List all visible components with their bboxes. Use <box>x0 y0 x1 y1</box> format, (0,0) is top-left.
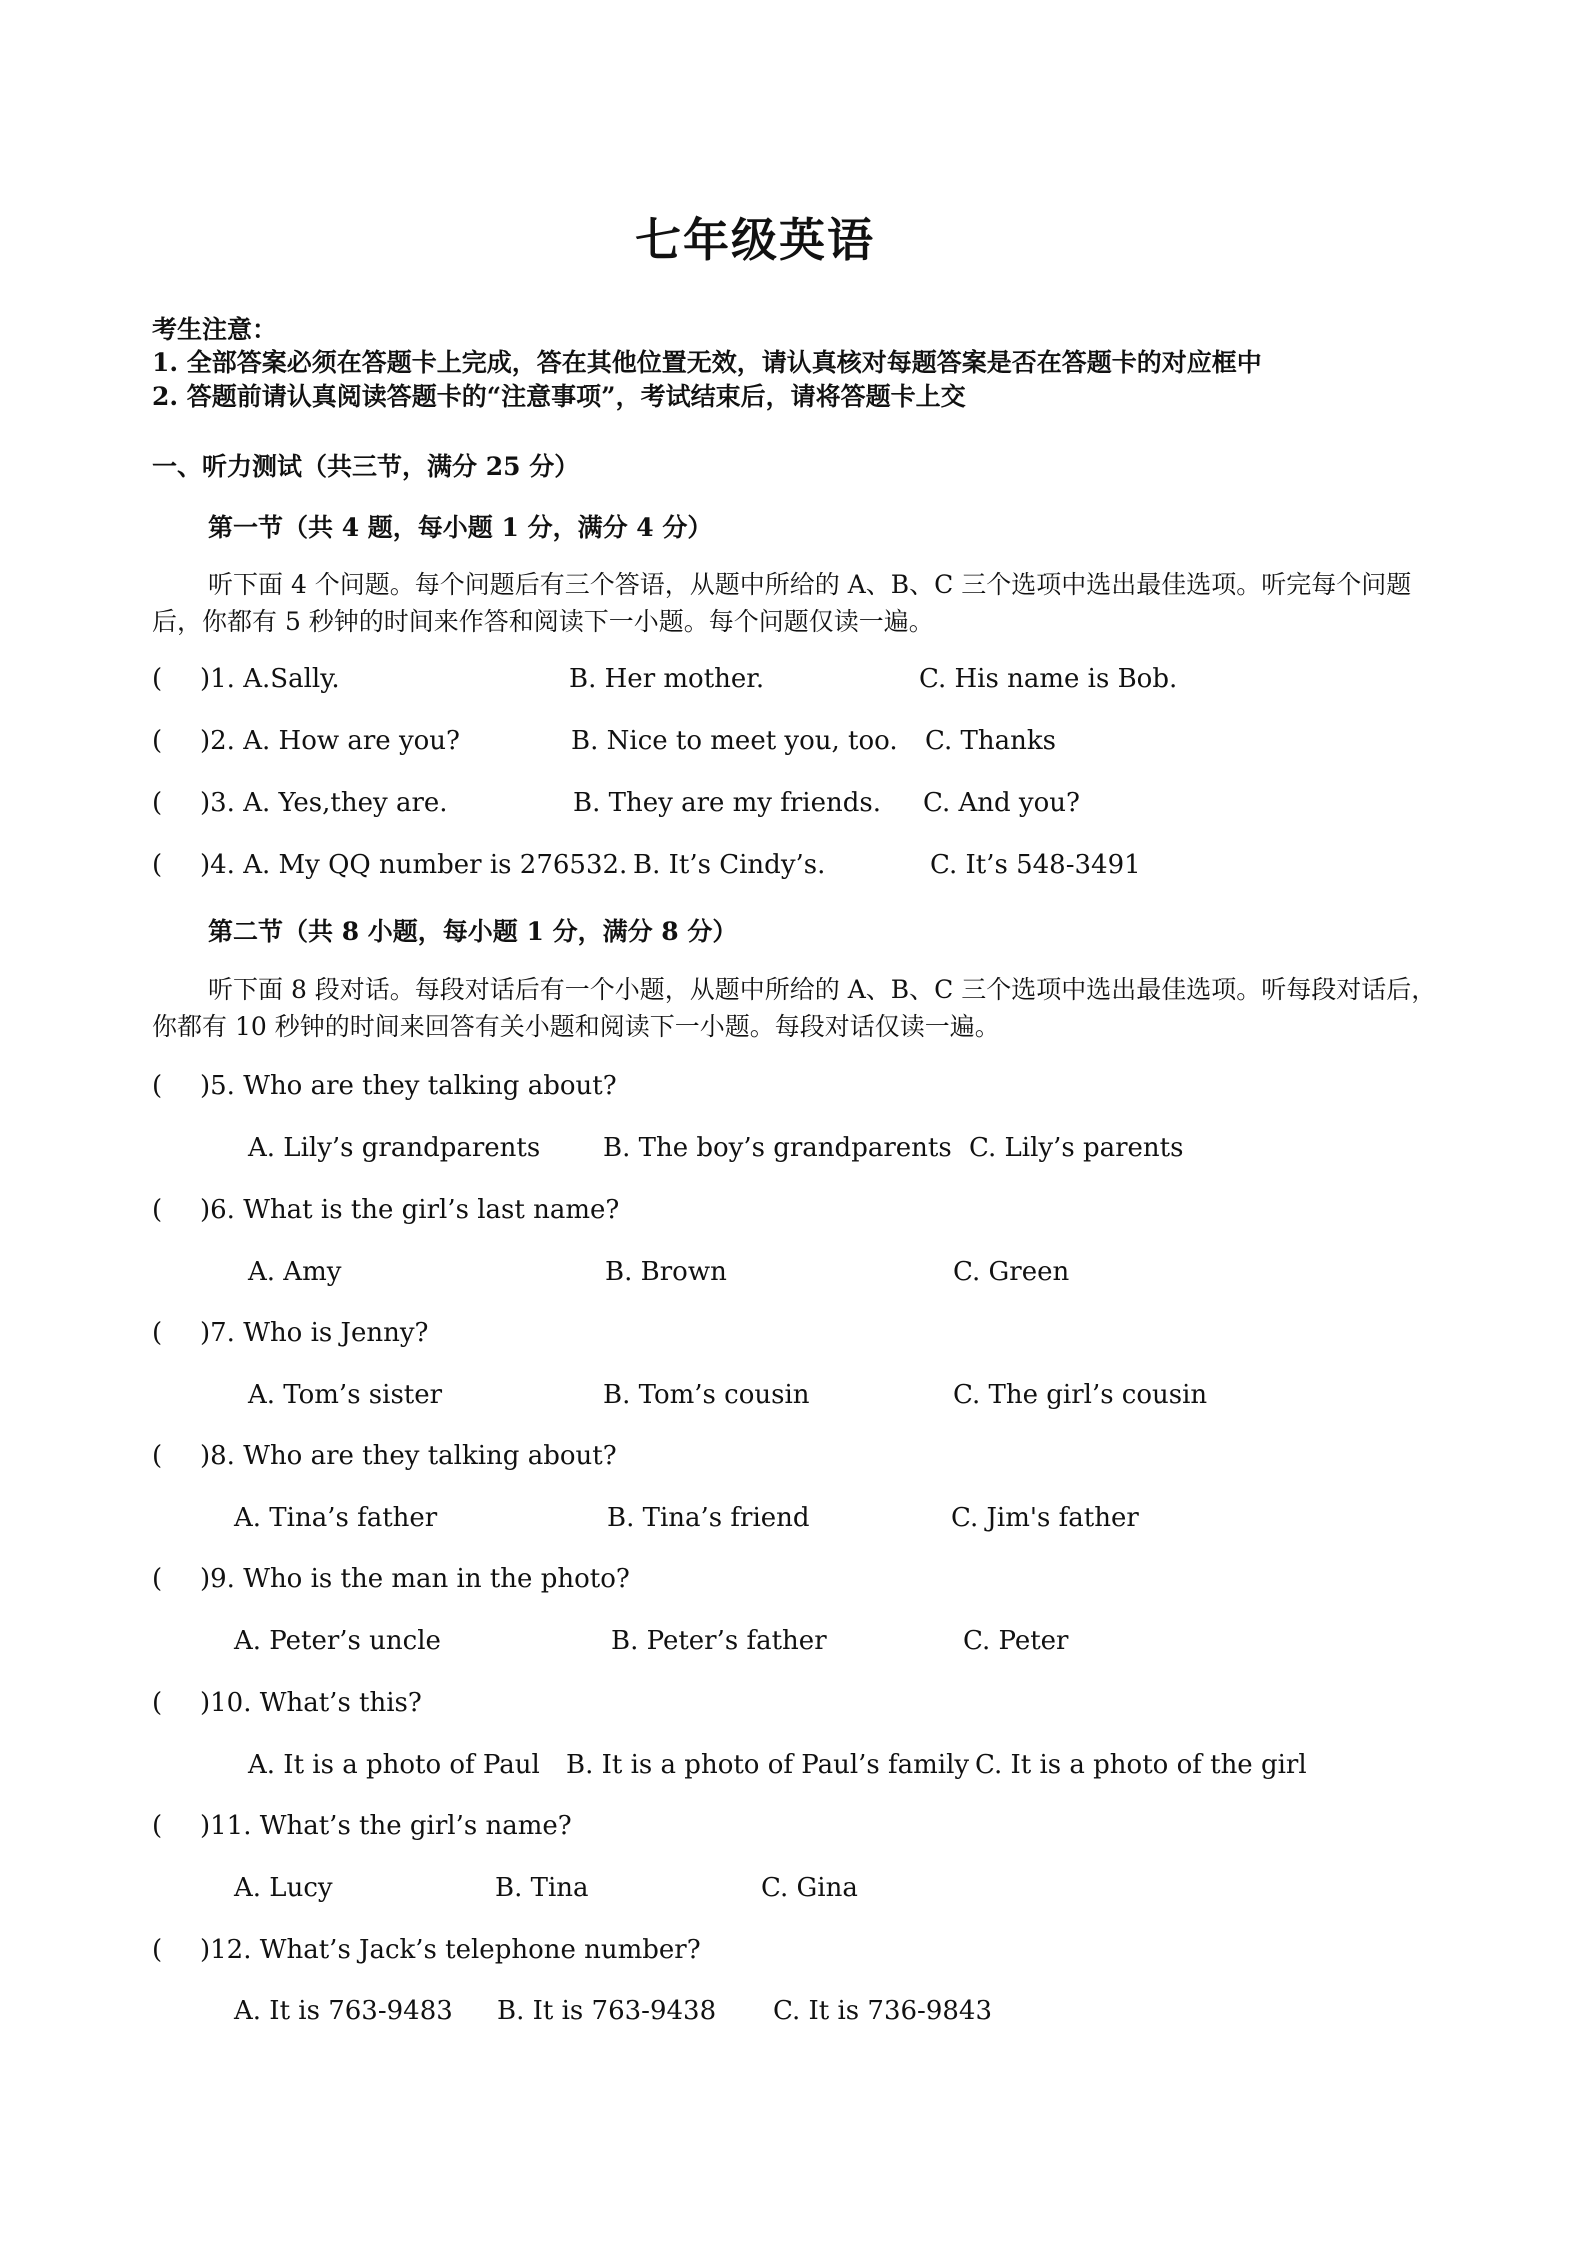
section1-instructions: 听下面 4 个问题。每个问题后有三个答语，从题中所给的 A、B、C 三个选项中选出最佳选项。听完每个问题后，你都有 5 秒钟的时间来作答和阅读下一小题。每个问题仅读一遍。 <box>152 570 1412 636</box>
question-9-option-a: A. Peter’s uncle <box>234 1626 441 1656</box>
notice-heading: 考生注意： <box>152 315 278 344</box>
question-5-option-b: B. The boy’s grandparents <box>603 1133 952 1163</box>
section1-heading: 第一节（共 4 题，每小题 1 分，满分 4 分） <box>208 513 713 542</box>
question-11-option-a: A. Lucy <box>234 1873 333 1903</box>
question-8-stem: )8. Who are they talking about? <box>200 1441 617 1471</box>
answer-paren: ( <box>152 1688 163 1718</box>
question-6-stem: )6. What is the girl’s last name? <box>200 1195 620 1225</box>
question-2-option-c: C. Thanks <box>925 726 1056 756</box>
question-8-option-c: C. Jim's father <box>951 1503 1139 1533</box>
part1-heading: 一、听力测试（共三节，满分 25 分） <box>152 452 580 481</box>
question-2-option-a: )2. A. How are you? <box>200 726 460 756</box>
answer-paren: ( <box>152 1564 163 1594</box>
answer-paren: ( <box>152 850 163 880</box>
question-7-option-b: B. Tom’s cousin <box>603 1380 810 1410</box>
question-1-option-b: B. Her mother. <box>569 664 765 694</box>
answer-paren: ( <box>152 1318 163 1348</box>
answer-paren: ( <box>152 1935 163 1965</box>
question-12-option-c: C. It is 736-9843 <box>773 1996 992 2026</box>
question-7-stem: )7. Who is Jenny? <box>200 1318 429 1348</box>
question-3-option-a: )3. A. Yes,they are. <box>200 788 448 818</box>
question-12-option-a: A. It is 763-9483 <box>234 1996 453 2026</box>
question-8-option-a: A. Tina’s father <box>234 1503 438 1533</box>
question-10-option-b: B. It is a photo of Paul’s family <box>566 1750 970 1780</box>
notice-item-1: 1. 全部答案必须在答题卡上完成，答在其他位置无效，请认真核对每题答案是否在答题卡的对应框中 <box>152 348 1262 377</box>
question-1-option-c: C. His name is Bob. <box>919 664 1178 694</box>
question-1-option-a: )1. A.Sally. <box>200 664 340 694</box>
question-12-stem: )12. What’s Jack’s telephone number? <box>200 1935 701 1965</box>
question-9-option-c: C. Peter <box>963 1626 1069 1656</box>
question-4-option-a: )4. A. My QQ number is 276532. <box>200 850 628 880</box>
question-3-option-c: C. And you? <box>923 788 1080 818</box>
question-11-stem: )11. What’s the girl’s name? <box>200 1811 572 1841</box>
answer-paren: ( <box>152 1071 163 1101</box>
notice-item-2: 2. 答题前请认真阅读答题卡的“注意事项”，考试结束后，请将答题卡上交 <box>152 382 966 411</box>
question-10-option-c: C. It is a photo of the girl <box>975 1750 1307 1780</box>
question-9-option-b: B. Peter’s father <box>611 1626 827 1656</box>
question-9-stem: )9. Who is the man in the photo? <box>200 1564 630 1594</box>
answer-paren: ( <box>152 1195 163 1225</box>
question-5-option-c: C. Lily’s parents <box>969 1133 1184 1163</box>
answer-paren: ( <box>152 1441 163 1471</box>
question-5-option-a: A. Lily’s grandparents <box>248 1133 541 1163</box>
question-10-stem: )10. What’s this? <box>200 1688 422 1718</box>
section2-instructions: 听下面 8 段对话。每段对话后有一个小题，从题中所给的 A、B、C 三个选项中选出最佳选项。听每段对话后，你都有 10 秒钟的时间来回答有关小题和阅读下一小题。每段对话仅读一遍。 <box>152 975 1437 1041</box>
question-12-option-b: B. It is 763-9438 <box>497 1996 717 2026</box>
question-6-option-c: C. Green <box>953 1257 1070 1287</box>
question-10-option-a: A. It is a photo of Paul <box>248 1750 540 1780</box>
question-7-option-c: C. The girl’s cousin <box>953 1380 1208 1410</box>
question-5-stem: )5. Who are they talking about? <box>200 1071 617 1101</box>
question-4-option-b: B. It’s Cindy’s. <box>633 850 826 880</box>
question-8-option-b: B. Tina’s friend <box>607 1503 810 1533</box>
question-3-option-b: B. They are my friends. <box>573 788 882 818</box>
answer-paren: ( <box>152 726 163 756</box>
question-11-option-b: B. Tina <box>495 1873 589 1903</box>
answer-paren: ( <box>152 664 163 694</box>
page-title: 七年级英语 <box>635 213 875 267</box>
answer-paren: ( <box>152 788 163 818</box>
question-11-option-c: C. Gina <box>761 1873 858 1903</box>
section2-heading: 第二节（共 8 小题，每小题 1 分，满分 8 分） <box>208 917 738 946</box>
answer-paren: ( <box>152 1811 163 1841</box>
question-6-option-a: A. Amy <box>248 1257 342 1287</box>
question-6-option-b: B. Brown <box>605 1257 727 1287</box>
question-2-option-b: B. Nice to meet you, too. <box>571 726 898 756</box>
question-7-option-a: A. Tom’s sister <box>248 1380 443 1410</box>
question-4-option-c: C. It’s 548-3491 <box>930 850 1141 880</box>
